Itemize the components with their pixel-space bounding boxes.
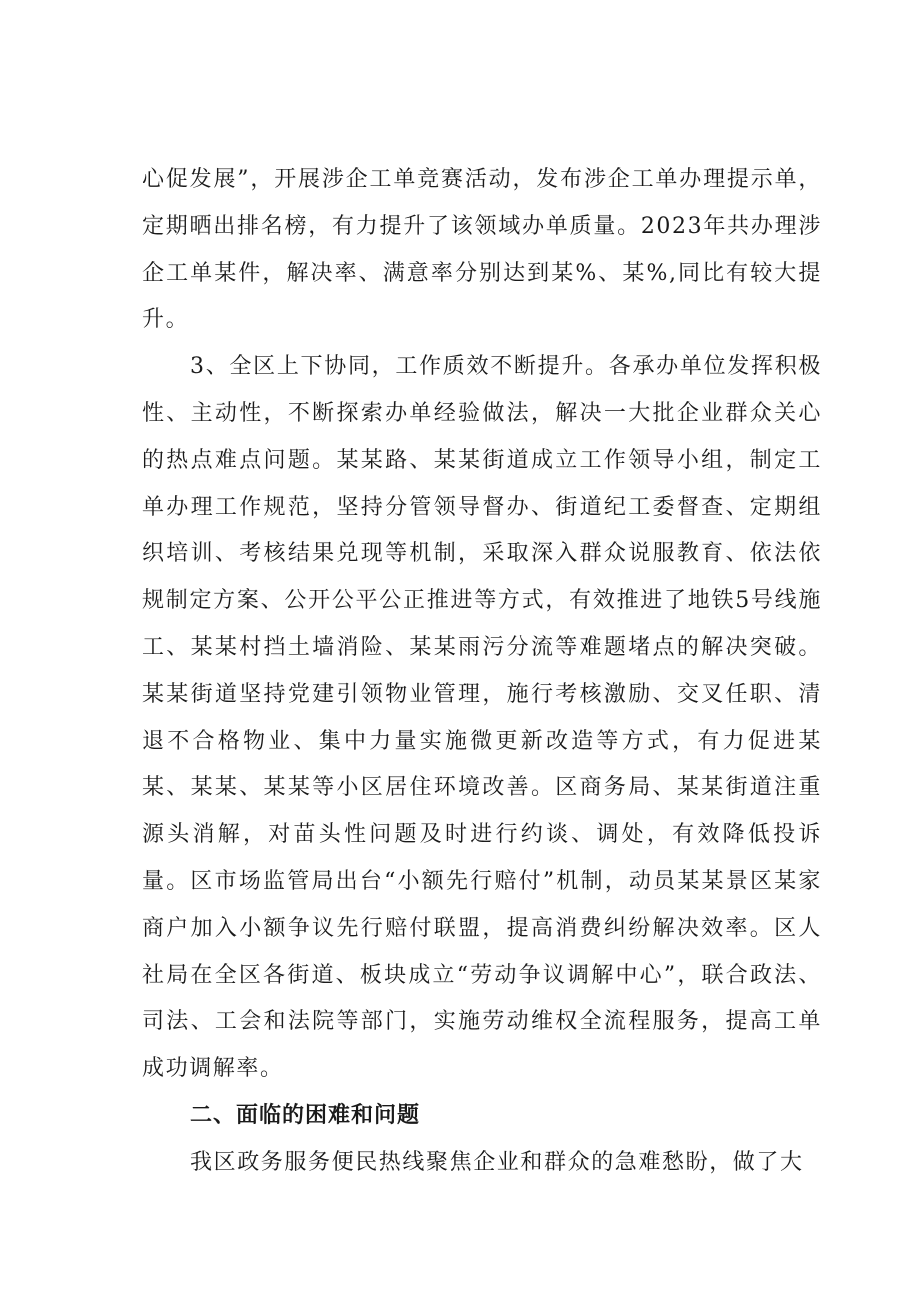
section-heading: 二、面临的困难和问题 <box>190 1102 421 1128</box>
paragraph-continuation: 心促发展”，开展涉企工单竞赛活动，发布涉企工单办理提示单，定期晒出排名榜，有力提升了该领域办单质量。2023年共办理涉企工单某件，解决率、满意率分别达到某%、某%,同比有较大提升。 <box>142 167 822 333</box>
paragraph-collaboration: 3、全区上下协同，工作质效不断提升。各承办单位发挥积极性、主动性，不断探索办单经验做法，解决一大批企业群众关心的热点难点问题。某某路、某某街道成立工作领导小组，制定工单办理工作规范，坚持分管领导督办、街道纪工委督查、定期组织培训、考核结果兑现等机制，采取深入群众说服教育、依法依规制定方案、公开公平公正推进等方式，有效推进了地铁5号线施工、某某村挡土墙消险、某某雨污分流等难题堵点的解决突破。某某街道坚持党建引领物业管理，施行考核激励、交叉任职、清退不合格物业、集中力量实施微更新改造等方式，有力促进某某、某某、某某等小区居住环境改善。区商务局、某某街道注重源头消解，对苗头性问题及时进行约谈、调处，有效降低投诉量。区市场监管局出台“小额先行赔付”机制，动员某某景区某家商户加入小额争议先行赔付联盟，提高消费纠纷解决效率。区人社局在全区各街道、板块成立“劳动争议调解中心”，联合政法、司法、工会和法院等部门，实施劳动维权全流程服务，提高工单成功调解率。 <box>142 354 822 1082</box>
document-body <box>142 157 822 1187</box>
paragraph-difficulties: 我区政务服务便民热线聚焦企业和群众的急难愁盼，做了大 <box>190 1149 804 1175</box>
